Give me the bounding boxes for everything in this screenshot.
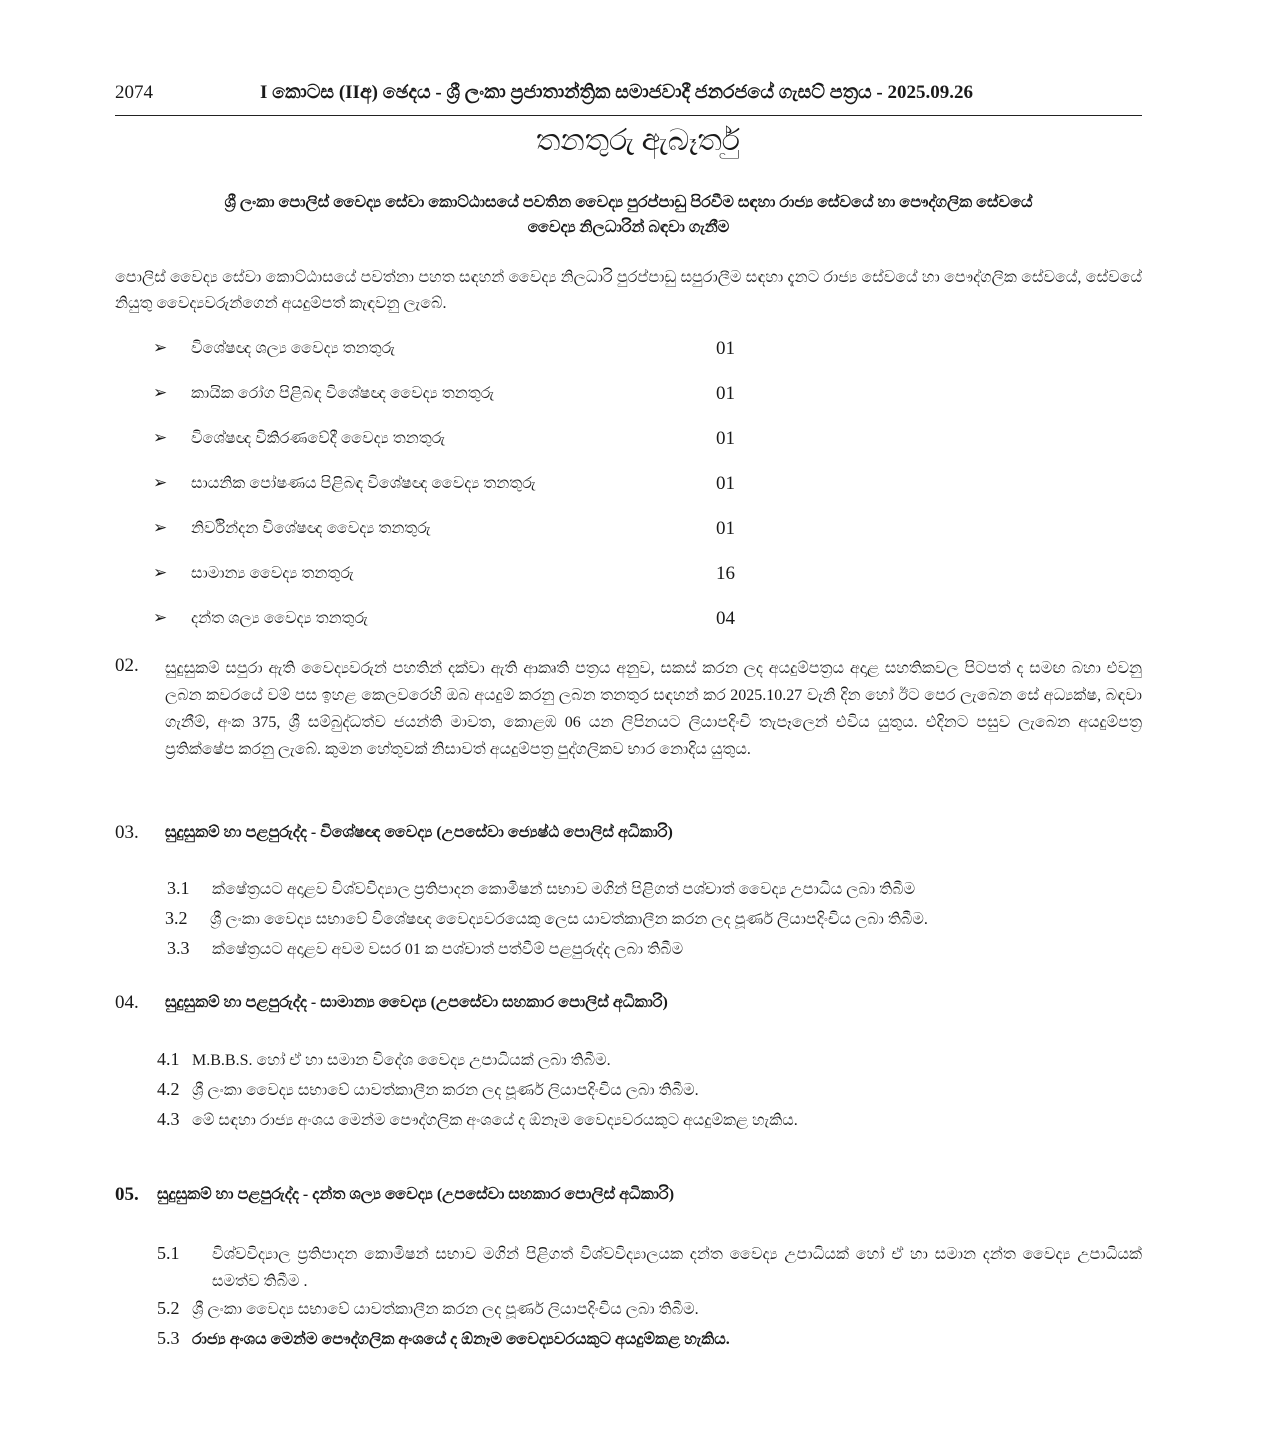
item-number: 4.2 bbox=[157, 1079, 180, 1099]
submission-instructions: සුදුසුකම් සපුරා ඇති වෛද්‍යවරුන් පහතින් දක්වා ඇති ආකෘති පත්‍රය අනුව, සකස් කරන ලද අයදුම්පත්‍රය අදාළ සහතිකවල පිටපත් ද සමඟ බහා එවනු ලබන කවරයේ වම් පස ඉහළ කෙලවරෙහි ඔබ අයදුම් කරනු ලබන තනතුර සඳහන් කර 2025.10.27 වැනි දින හෝ ඊට පෙර ලැබෙන සේ අධ්‍යක්ෂ, බඳවා ගැනීම්, අංක 375, ශ්‍රී සම්බුද්ධත්ව ජයන්ති මාවත, කොළඹ 06 යන ලිපිනයට ලියාපදිංචි තැපෑලෙන් එවිය යුතුය. එදිනට පසුව ලැබෙන අයදුම්පත්‍ර ප්‍රතික්ෂේප කරනු ලැබේ. කුමන හේතුවක් නිසාවත් අයදුම්පත්‍ර පුද්ගලිකව භාර නොදිය යුතුය. bbox=[165, 660, 1142, 758]
header-divider bbox=[115, 115, 1142, 116]
item-text: රාජ්‍ය අංශය මෙන්ම පෞද්ගලික අංශයේ ද ඕනෑම වෛද්‍යවරයකුට අයදුම්කළ හැකිය. bbox=[192, 1331, 730, 1348]
arrow-bullet-icon: ➢ bbox=[153, 383, 168, 402]
item-number: 5.2 bbox=[157, 1298, 180, 1318]
item-number: 5.3 bbox=[157, 1328, 180, 1348]
vacancy-name: සාමාන්‍ය වෛද්‍ය තනතුරු bbox=[191, 565, 354, 582]
vacancy-count: 01 bbox=[716, 518, 735, 539]
gazette-header-title: I කොටස (IIඅ) ඡෙදය - ශ්‍රී ලංකා ප්‍රජාතාන්ත්‍රික සමාජවාදී ජනරජයේ ගැසට් පත්‍රය - 2025.09.26 bbox=[260, 82, 973, 103]
item-number: 4.3 bbox=[157, 1109, 180, 1129]
vacancy-item bbox=[153, 338, 853, 383]
intro-paragraph: පොලිස් වෛද්‍ය සේවා කොට්ඨාසයේ පවත්නා පහත සඳහන් වෛද්‍ය නිලධාරි පුරප්පාඩු සපුරාලීම සඳහා දැනට රාජ්‍ය සේවයේ හා පෞද්ගලික සේවයේ, සේවයේ නියුතු වෛද්‍යවරුන්ගෙන් අයදුම්පත් කැඳවනු ලැබේ. bbox=[115, 269, 1142, 312]
vacancy-count: 01 bbox=[716, 338, 735, 359]
vacancy-name: දන්ත ශල්‍ය වෛද්‍ය තනතුරු bbox=[191, 610, 368, 627]
item-number: 4.1 bbox=[157, 1049, 180, 1069]
arrow-bullet-icon: ➢ bbox=[153, 428, 168, 447]
vacancy-item bbox=[153, 428, 853, 473]
vacancy-count: 04 bbox=[716, 608, 735, 629]
page-header bbox=[115, 82, 1142, 112]
vacancy-count: 01 bbox=[716, 428, 735, 449]
item-text: ක්ෂේත්‍රයට අදාළව විශ්වවිද්‍යාල ප්‍රතිපාදන කොමිෂන් සභාව මගින් පිළිගත් පශ්චාත් වෛද්‍ය උපාධිය ලබා තිබීම bbox=[212, 881, 916, 898]
item-text: ශ්‍රී ලංකා වෛද්‍ය සභාවේ යාවත්කාලීන කරන ලද පූර්ණ ලියාපදිංචිය ලබා තිබීම. bbox=[192, 1082, 699, 1099]
vacancy-name: විශේෂඥ විකිරණවේදී වෛද්‍ය තනතුරු bbox=[191, 430, 446, 447]
arrow-bullet-icon: ➢ bbox=[153, 608, 168, 627]
vacancy-list bbox=[153, 338, 853, 653]
item-text: ශ්‍රී ලංකා වෛද්‍ය සභාවේ විශේෂඥ වෛද්‍යවරයෙකු ලෙස යාවත්කාලීන කරන ලද පූර්ණ ලියාපදිංචිය ලබා තිබීම. bbox=[210, 911, 928, 928]
section-number: 05. bbox=[115, 1184, 139, 1205]
vacancy-name: විශේෂඥ ශල්‍ය වෛද්‍ය තනතුරු bbox=[191, 340, 396, 357]
section-heading: සුදුසුකම් හා පළපුරුද්ද - විශේෂඥ වෛද්‍ය (උපසේවා ජ්‍යෙෂ්ඨ පොලිස් අධිකාරි) bbox=[165, 824, 673, 841]
vacancy-name: නිර්වින්දන විශේෂඥ වෛද්‍ය තනතුරු bbox=[191, 520, 431, 537]
section-number: 04. bbox=[115, 992, 139, 1013]
vacancy-item bbox=[153, 608, 853, 653]
subtitle-line: ශ්‍රී ලංකා පොලිස් වෛද්‍ය සේවා කොට්ඨාසයේ පවතින වෛද්‍ය පුරප්පාඩු පිරවීම සඳහා රාජ්‍ය සේවයේ හා පෞද්ගලික සේවයේ bbox=[224, 194, 1033, 211]
notice-subtitle bbox=[125, 190, 1132, 240]
vacancy-item bbox=[153, 473, 853, 518]
section-number: 03. bbox=[115, 822, 139, 843]
item-text: M.B.B.S. හෝ ඒ හා සමාන විදේශ වෛද්‍ය උපාධියක් ලබා තිබීම. bbox=[192, 1052, 611, 1069]
vacancy-name: කායික රෝග පිළිබඳ විශේෂඥ වෛද්‍ය තනතුරු bbox=[191, 385, 495, 402]
section-heading: සුදුසුකම් හා පළපුරුද්ද - සාමාන්‍ය වෛද්‍ය (උපසේවා සහකාර පොලිස් අධිකාරි) bbox=[165, 994, 668, 1011]
section-number: 02. bbox=[115, 655, 139, 676]
item-number: 3.3 bbox=[167, 938, 190, 958]
document-title: තනතුරු ඇබෑර්තු bbox=[536, 124, 740, 157]
item-text: විශ්වවිද්‍යාල ප්‍රතිපාදන කොමිෂන් සභාව මගින් පිළිගත් විශ්වවිද්‍යාලයක දන්ත වෛද්‍ය උපාධියක් හෝ ඒ හා සමාන දන්ත වෛද්‍ය උපාධියක් සමත්ව තිබීම . bbox=[212, 1246, 1142, 1290]
item-number: 3.2 bbox=[165, 908, 188, 928]
vacancy-item bbox=[153, 383, 853, 428]
section-heading: සුදුසුකම් හා පළපුරුද්ද - දන්ත ශල්‍ය වෛද්‍ය (උපසේවා සහකාර පොලිස් අධිකාරි) bbox=[157, 1186, 675, 1203]
item-text: මේ සඳහා රාජ්‍ය අංශය මෙන්ම පෞද්ගලික අංශයේ ද ඕනෑම වෛද්‍යවරයකුට අයදුම්කළ හැකිය. bbox=[192, 1112, 798, 1129]
subtitle-line: වෛද්‍ය නිලධාරින් බඳවා ගැනීම bbox=[527, 219, 730, 236]
vacancy-count: 16 bbox=[716, 563, 735, 584]
vacancy-item bbox=[153, 563, 853, 608]
arrow-bullet-icon: ➢ bbox=[153, 473, 168, 492]
vacancy-count: 01 bbox=[716, 473, 735, 494]
vacancy-name: සායනික පෝෂණය පිළිබඳ විශේෂඥ වෛද්‍ය තනතුරු bbox=[191, 475, 536, 492]
page-number: 2074 bbox=[115, 82, 153, 103]
arrow-bullet-icon: ➢ bbox=[153, 518, 168, 537]
vacancy-count: 01 bbox=[716, 383, 735, 404]
item-number: 3.1 bbox=[167, 878, 190, 898]
arrow-bullet-icon: ➢ bbox=[153, 563, 168, 582]
item-text: ක්ෂේත්‍රයට අදාළව අවම වසර 01 ක පශ්චාත් පත්වීම් පළපුරුද්ද ලබා තිබීම bbox=[212, 941, 684, 958]
item-number: 5.1 bbox=[157, 1243, 180, 1263]
item-text: ශ්‍රී ලංකා වෛද්‍ය සභාවේ යාවත්කාලීන කරන ලද පූර්ණ ලියාපදිංචිය ලබා තිබීම. bbox=[192, 1301, 699, 1318]
arrow-bullet-icon: ➢ bbox=[153, 338, 168, 357]
vacancy-item bbox=[153, 518, 853, 563]
